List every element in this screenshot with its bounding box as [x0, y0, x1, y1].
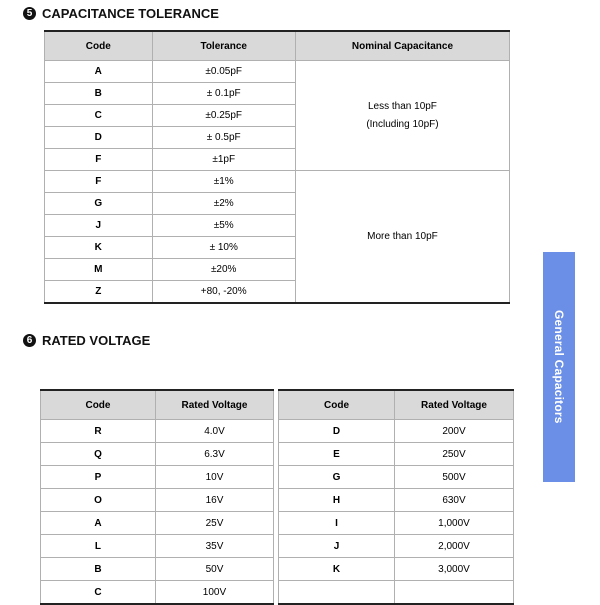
code-cell: B — [45, 83, 153, 105]
tolerance-cell: ±0.05pF — [152, 61, 295, 83]
capacitance-tolerance-table — [44, 30, 510, 304]
voltage-cell: 10V — [155, 466, 273, 489]
voltage-cell: 200V — [395, 420, 514, 443]
tolerance-cell: ±5% — [152, 215, 295, 237]
voltage-cell: 100V — [155, 581, 273, 605]
rated-voltage-table-right — [278, 389, 514, 605]
code-cell: C — [45, 105, 153, 127]
table-header-row — [45, 31, 510, 61]
code-cell: B — [41, 558, 156, 581]
section-number-badge: 6 — [23, 334, 36, 347]
code-cell: P — [41, 466, 156, 489]
table-row — [279, 558, 514, 581]
table-row — [41, 512, 274, 535]
voltage-cell: 16V — [155, 489, 273, 512]
code-cell: K — [45, 237, 153, 259]
code-cell: E — [279, 443, 395, 466]
code-cell: L — [41, 535, 156, 558]
code-cell: J — [45, 215, 153, 237]
capacitance-tolerance-heading — [23, 6, 219, 21]
code-cell: I — [279, 512, 395, 535]
tolerance-cell: ±1pF — [152, 149, 295, 171]
table-row — [45, 171, 510, 193]
column-header-nominal: Nominal Capacitance — [295, 31, 509, 61]
table-row — [41, 420, 274, 443]
code-cell: H — [279, 489, 395, 512]
code-cell: G — [45, 193, 153, 215]
column-header-code: Code — [45, 31, 153, 61]
code-cell: F — [45, 171, 153, 193]
code-cell: A — [41, 512, 156, 535]
voltage-cell: 50V — [155, 558, 273, 581]
code-cell: O — [41, 489, 156, 512]
voltage-cell: 35V — [155, 535, 273, 558]
column-header-tolerance: Tolerance — [152, 31, 295, 61]
side-tab-label: General Capacitors — [552, 310, 566, 424]
table-row — [45, 61, 510, 83]
code-cell: F — [45, 149, 153, 171]
table-row — [41, 558, 274, 581]
code-cell: C — [41, 581, 156, 605]
code-cell: J — [279, 535, 395, 558]
table-row — [279, 512, 514, 535]
tolerance-cell: ±0.25pF — [152, 105, 295, 127]
section-number-badge: 5 — [23, 7, 36, 20]
rated-voltage-heading — [23, 333, 150, 348]
voltage-cell: 500V — [395, 466, 514, 489]
column-header-voltage: Rated Voltage — [395, 390, 514, 420]
code-cell: K — [279, 558, 395, 581]
code-cell: R — [41, 420, 156, 443]
column-header-code: Code — [41, 390, 156, 420]
code-cell: D — [279, 420, 395, 443]
tolerance-cell: ± 10% — [152, 237, 295, 259]
code-cell: Q — [41, 443, 156, 466]
voltage-cell: 6.3V — [155, 443, 273, 466]
table-row — [41, 489, 274, 512]
voltage-cell: 630V — [395, 489, 514, 512]
code-cell: G — [279, 466, 395, 489]
table-row — [279, 489, 514, 512]
rated-voltage-table-left — [40, 389, 274, 605]
tolerance-cell: ±20% — [152, 259, 295, 281]
nominal-low-line2: (Including 10pF) — [366, 118, 439, 130]
table-row — [279, 535, 514, 558]
table-row — [279, 443, 514, 466]
section-title: RATED VOLTAGE — [42, 333, 151, 348]
column-header-voltage: Rated Voltage — [155, 390, 273, 420]
nominal-high-cell: More than 10pF — [295, 171, 509, 304]
voltage-cell: 3,000V — [395, 558, 514, 581]
tolerance-cell: ±2% — [152, 193, 295, 215]
table-row — [279, 420, 514, 443]
table-row — [41, 535, 274, 558]
code-cell — [279, 581, 395, 605]
section-title: CAPACITANCE TOLERANCE — [42, 6, 219, 21]
voltage-cell: 250V — [395, 443, 514, 466]
nominal-low-line1: Less than 10pF — [367, 100, 437, 112]
tolerance-cell: ±1% — [152, 171, 295, 193]
column-header-code: Code — [279, 390, 395, 420]
table-row — [41, 443, 274, 466]
voltage-cell: 4.0V — [155, 420, 273, 443]
code-cell: A — [45, 61, 153, 83]
code-cell: D — [45, 127, 153, 149]
table-header-row — [279, 390, 514, 420]
voltage-cell: 25V — [155, 512, 273, 535]
nominal-low-cell — [295, 61, 509, 171]
code-cell: Z — [45, 281, 153, 304]
table-header-row — [41, 390, 274, 420]
table-row — [41, 466, 274, 489]
voltage-cell: 1,000V — [395, 512, 514, 535]
tolerance-cell: ± 0.5pF — [152, 127, 295, 149]
table-row — [41, 581, 274, 605]
table-row — [279, 466, 514, 489]
code-cell: M — [45, 259, 153, 281]
tolerance-cell: +80, -20% — [152, 281, 295, 304]
table-row — [279, 581, 514, 605]
side-tab-general-capacitors[interactable] — [543, 252, 575, 482]
tolerance-cell: ± 0.1pF — [152, 83, 295, 105]
voltage-cell — [395, 581, 514, 605]
voltage-cell: 2,000V — [395, 535, 514, 558]
